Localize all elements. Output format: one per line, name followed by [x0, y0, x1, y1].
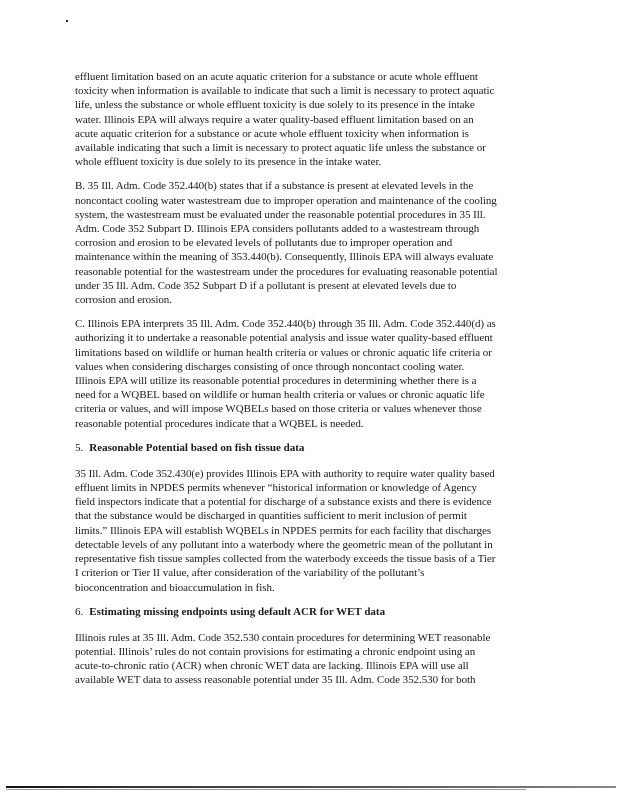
scan-edge-line: [6, 786, 616, 788]
section-title: Reasonable Potential based on fish tissue data: [89, 441, 305, 454]
section-number: 6.: [75, 605, 84, 618]
paragraph-c-interpretation: C. Illinois EPA interprets 35 Ill. Adm. Code 352.440(b) through 35 Ill. Adm. Code 352.440(d) as authorizing it to undertake a reasonable potential analysis and issue water quality-based effluent limitations based on wildlife or human health criteria or values or chronic aquatic life criteria or values when considering discharges consisting of once through noncontact cooling water. Illinois EPA will utilize its reasonable potential procedures in determining whether there is a need for a WQBEL based on wildlife or human health criteria or values or chronic aquatic life criteria or values, and will impose WQBELs based on those criteria or values whenever those reasonable potential procedures indicate that a WQBEL is needed.: [75, 318, 496, 430]
page-body: [75, 70, 545, 698]
paragraph-fish-tissue: 35 Ill. Adm. Code 352.430(e) provides Illinois EPA with authority to require water quality based effluent limits in NPDES permits whenever “historical information or knowledge of Agency field inspectors indicate that a potential for discharge of a substance exists and there is evidence that the substance would be discharged in quantities sufficient to merit inclusion of permit limits.” Illinois EPA will establish WQBELs in NPDES permits for each facility that discharges detectable levels of any pollutant into a waterbody where the geometric mean of the pollutant in representative fish tissue samples collected from the waterbody exceeds the tissue basis of a Tier I criterion or Tier II value, after consideration of the variability of the pollutant’s bioconcentration and bioaccumulation in fish.: [75, 467, 496, 594]
paragraph-b-noncontact-cooling: B. 35 Ill. Adm. Code 352.440(b) states that if a substance is present at elevated levels in the noncontact cooling water wastestream due to improper operation and maintenance of the cooling system, the wastestream must be evaluated under the reasonable potential procedures in 35 Ill. Adm. Code 352 Subpart D. Illinois EPA considers pollutants added to a wastestream through corrosion and erosion to be elevated levels of pollutants due to improper operation and maintenance within the meaning of 353.440(b). Consequently, Illinois EPA will always evaluate reasonable potential for the wastestream under the procedures for evaluating reasonable potential under 35 Ill. Adm. Code 352 Subpart D if a pollutant is present at elevated levels due to corrosion and erosion.: [75, 180, 498, 307]
paragraph-wet-data: Illinois rules at 35 Ill. Adm. Code 352.530 contain procedures for determining WET reasonable potential. Illinois’ rules do not contain provisions for estimating a chronic endpoint using an acute-to-chronic ratio (ACR) when chronic WET data are lacking. Illinois EPA will use all available WET data to assess reasonable potential under 35 Ill. Adm. Code 352.530 for both: [75, 631, 491, 687]
section-number: 5.: [75, 441, 84, 454]
paragraph-effluent-limitation: effluent limitation based on an acute aquatic criterion for a substance or acute whole effluent toxicity when information is available to indicate that such a limit is necessary to protect aquatic life, unless the substance or whole effluent toxicity is due solely to its presence in the intake water. Illinois EPA will always require a water quality-based effluent limitation based on an acute aquatic criterion for a substance or acute whole effluent toxicity when information is available indicating that such a limit is necessary to protect aquatic life unless the substance or whole effluent toxicity is due solely to its presence in the intake water.: [75, 71, 495, 169]
scan-edge-shadow: [6, 789, 526, 790]
section-heading-6: [75, 605, 545, 619]
section-title: Estimating missing endpoints using default ACR for WET data: [89, 605, 386, 618]
scan-speck: [66, 20, 68, 22]
section-heading-5: [75, 441, 545, 455]
